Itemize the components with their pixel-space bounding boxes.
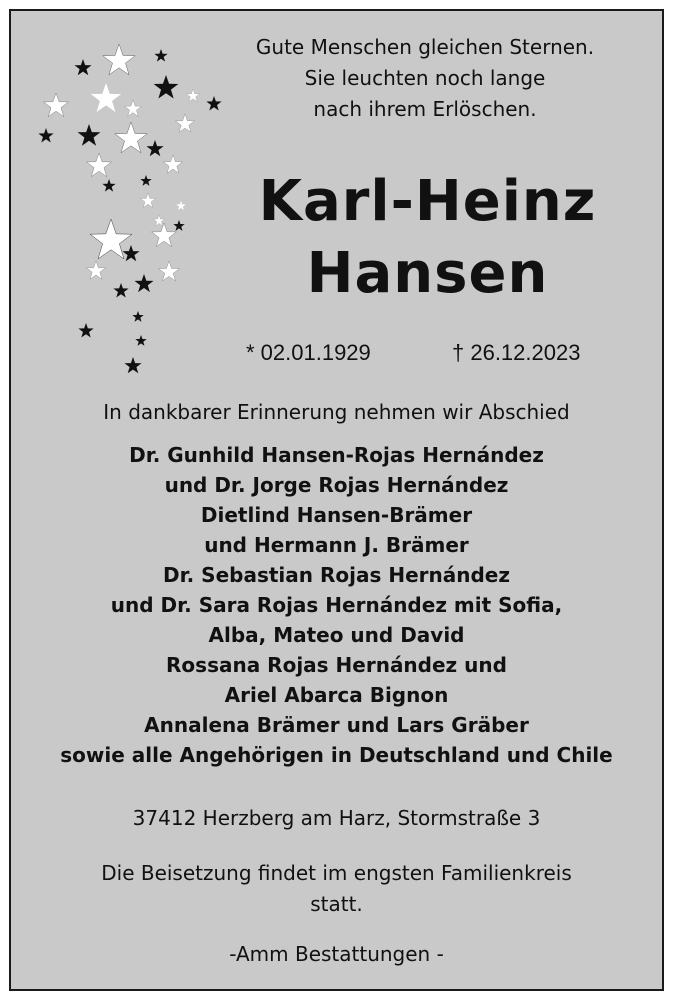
mourner-line: Dr. Sebastian Rojas Hernández (163, 563, 510, 587)
address: 37412 Herzberg am Harz, Stormstraße 3 (132, 806, 541, 830)
undertaker: -Amm Bestattungen - (229, 942, 444, 966)
quote-line: Gute Menschen gleichen Sternen. (255, 35, 595, 59)
death-date: † 26.12.2023 (452, 340, 581, 365)
funeral-notice (0, 858, 673, 920)
farewell-intro: In dankbarer Erinnerung nehmen wir Abschied (103, 400, 570, 424)
stars-cluster-icon (31, 36, 231, 386)
mourners-list (0, 440, 673, 770)
quote-line: Sie leuchten noch lange (304, 66, 546, 90)
deceased-first-name: Karl-Heinz (258, 169, 597, 234)
mourner-line: Alba, Mateo und David (208, 623, 465, 647)
funeral-line: statt. (310, 892, 363, 916)
mourner-line: sowie alle Angehörigen in Deutschland und Chile (60, 743, 613, 767)
mourner-line: und Hermann J. Brämer (204, 533, 469, 557)
mourner-line: Dietlind Hansen-Brämer (200, 503, 473, 527)
deceased-name (205, 166, 650, 310)
mourner-line: Rossana Rojas Hernández und (166, 653, 507, 677)
birth-date: * 02.01.1929 (246, 340, 371, 365)
mourner-line: und Dr. Sara Rojas Hernández mit Sofia, (110, 593, 563, 617)
obituary-card (9, 9, 664, 991)
quote-line: nach ihrem Erlöschen. (313, 97, 537, 121)
mourner-line: Annalena Brämer und Lars Gräber (144, 713, 529, 737)
deceased-last-name: Hansen (306, 241, 549, 306)
funeral-line: Die Beisetzung findet im engsten Familienkreis (101, 861, 572, 885)
quote (210, 32, 640, 125)
mourner-line: Dr. Gunhild Hansen-Rojas Hernández (129, 443, 544, 467)
mourner-line: und Dr. Jorge Rojas Hernández (164, 473, 509, 497)
mourner-line: Ariel Abarca Bignon (224, 683, 449, 707)
